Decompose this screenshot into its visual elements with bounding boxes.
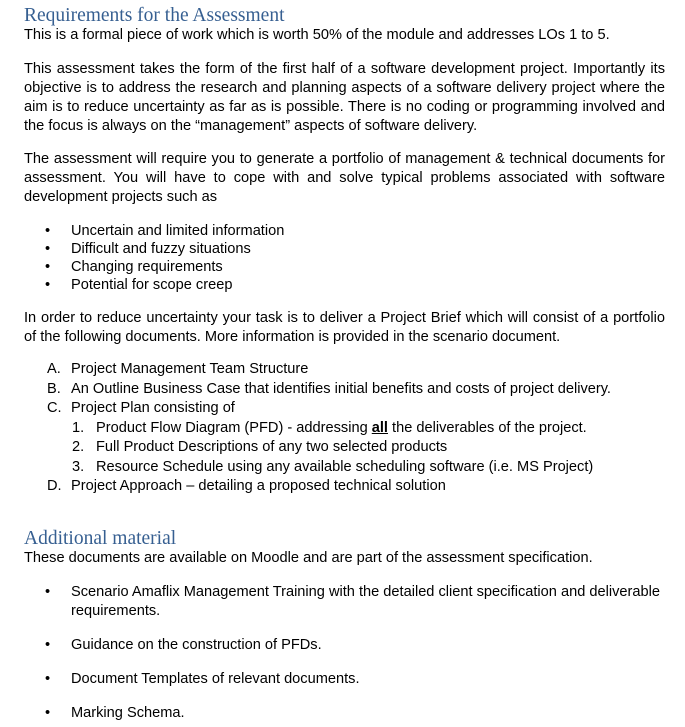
list-item: D. Project Approach – detailing a proposed technical solution <box>47 478 446 494</box>
bullet-icon: • <box>45 223 51 239</box>
list-item: • Marking Schema. <box>45 705 185 721</box>
bullet-icon: • <box>45 705 51 721</box>
requirements-intro: This is a formal piece of work which is worth 50% of the module and addresses LOs 1 to 5. <box>24 27 610 43</box>
portfolio-paragraph: The assessment will require you to generate a portfolio of management & technical documents for assessment. You will have to cope with and solve typical problems associated with software development projects such as <box>24 151 665 205</box>
project-plan-sublist <box>47 419 593 478</box>
bullet-icon: • <box>45 584 51 600</box>
project-brief-paragraph: In order to reduce uncertainty your task is to deliver a Project Brief which will consist of a portfolio of the following documents. More information is provided in the scenario document. <box>24 310 665 345</box>
documents-list-continued <box>47 477 446 497</box>
list-item: 3. Resource Schedule using any available scheduling software (i.e. MS Project) <box>72 458 594 475</box>
bullet-icon: • <box>45 277 51 293</box>
list-item: B. An Outline Business Case that identifies initial benefits and costs of project delivery. <box>47 380 611 397</box>
bullet-icon: • <box>45 637 51 653</box>
additional-material-heading: Additional material <box>24 528 177 549</box>
bullet-icon: • <box>45 671 51 687</box>
project-description-paragraph: This assessment takes the form of the first half of a software development project. Importantly its objective is to address the research and planning aspects of a software delivery project where the aim is to reduce uncertainty as far as is possible. There is no coding or programming involved and the focus is always on the “management” aspects of software delivery. <box>24 61 665 134</box>
list-item: • Potential for scope creep <box>45 277 233 293</box>
list-item: A. Project Management Team Structure <box>47 361 309 377</box>
list-item: • Scenario Amaflix Management Training with the detailed client specification and deliverable requirements. <box>45 584 660 619</box>
list-item: • Difficult and fuzzy situations <box>45 241 251 257</box>
additional-material-intro: These documents are available on Moodle and are part of the assessment specification. <box>24 550 593 566</box>
bullet-icon: • <box>45 241 51 257</box>
list-item: • Uncertain and limited information <box>45 223 285 239</box>
list-item: • Document Templates of relevant documents. <box>45 671 360 687</box>
list-item: 2. Full Product Descriptions of any two selected products <box>72 439 448 455</box>
emphasis-all: all <box>371 419 388 436</box>
list-item: • Changing requirements <box>45 259 223 275</box>
list-item: • Guidance on the construction of PFDs. <box>45 637 322 653</box>
problems-list <box>45 222 284 294</box>
documents-list <box>47 360 611 419</box>
bullet-icon: • <box>45 259 51 275</box>
requirements-heading: Requirements for the Assessment <box>24 5 285 26</box>
list-item: C. Project Plan consisting of <box>47 400 235 416</box>
list-item: 1. Product Flow Diagram (PFD) - addressing all the deliverables of the project. <box>72 419 587 436</box>
